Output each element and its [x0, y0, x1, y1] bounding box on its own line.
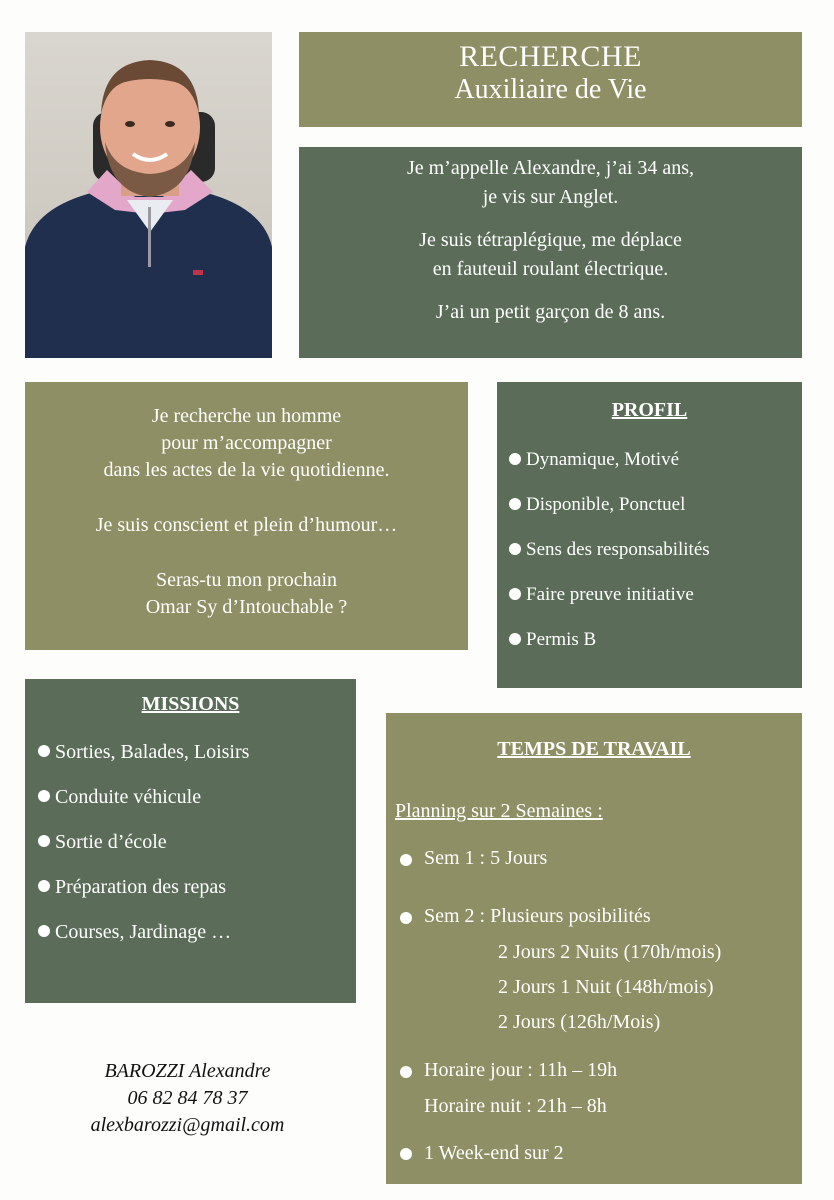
bullet-icon: [509, 453, 521, 465]
title-box: [299, 32, 802, 127]
search-p3-line1: Seras-tu mon prochain: [155, 569, 338, 591]
bullet-icon: [38, 745, 50, 757]
intro-paragraph-1: [299, 154, 802, 212]
intro-p2-line1: Je suis tétraplégique, me déplace: [419, 229, 682, 251]
list-item: [509, 538, 802, 583]
list-item: [509, 628, 802, 673]
list-item: [509, 583, 802, 628]
sem2-text: Sem 2 : Plusieurs posibilités: [424, 905, 651, 927]
work-time-box: [386, 713, 802, 1184]
search-paragraph-3: [25, 567, 468, 621]
search-p3-line2: Omar Sy d’Intouchable ?: [145, 596, 348, 618]
search-paragraph-1: [25, 403, 468, 484]
mission-item-label: Courses, Jardinage …: [55, 921, 232, 943]
profil-item-label: Sens des responsabilités: [526, 539, 710, 560]
bullet-icon: [38, 835, 50, 847]
search-box: [25, 382, 468, 650]
mission-item-label: Sorties, Balades, Loisirs: [55, 741, 250, 763]
weekend-text: 1 Week-end sur 2: [424, 1142, 564, 1164]
list-item: [38, 740, 356, 785]
list-item: [38, 920, 356, 965]
missions-heading: MISSIONS: [141, 693, 240, 715]
profil-item-label: Dynamique, Motivé: [526, 449, 680, 470]
intro-p2-line2: en fauteuil roulant électrique.: [432, 258, 669, 280]
profil-item-label: Disponible, Ponctuel: [526, 494, 686, 515]
bullet-icon: [38, 790, 50, 802]
bullet-icon: [38, 880, 50, 892]
missions-box: [25, 679, 356, 1003]
bullet-icon: [509, 588, 521, 600]
contact-phone: 06 82 84 78 37: [127, 1087, 248, 1109]
missions-list: [25, 740, 356, 965]
title-line2: Auxiliaire de Vie: [454, 74, 647, 105]
contact-email: alexbarozzi@gmail.com: [90, 1114, 285, 1136]
list-item: [38, 830, 356, 875]
bullet-icon: [509, 633, 521, 645]
profil-box: [497, 382, 802, 688]
intro-paragraph-3: J’ai un petit garçon de 8 ans.: [435, 301, 666, 323]
profil-item-label: Faire preuve initiative: [526, 584, 694, 605]
bullet-icon: [400, 912, 412, 924]
bullet-icon: [509, 543, 521, 555]
profil-item-label: Permis B: [526, 629, 597, 650]
work-time-heading: TEMPS DE TRAVAIL: [497, 738, 691, 760]
list-item: [38, 785, 356, 830]
search-p1-line1: Je recherche un homme: [151, 405, 342, 427]
sem1-text: Sem 1 : 5 Jours: [424, 847, 548, 869]
search-paragraph-2: Je suis conscient et plein d’humour…: [95, 514, 398, 536]
list-item: [509, 448, 802, 493]
person-portrait-illustration: [25, 32, 272, 358]
sem2-option-1: 2 Jours 2 Nuits (170h/mois): [498, 941, 722, 963]
bullet-icon: [509, 498, 521, 510]
bullet-icon: [400, 1148, 412, 1160]
list-item: [38, 875, 356, 920]
intro-box: [299, 147, 802, 358]
intro-p1-line1: Je m’appelle Alexandre, j’ai 34 ans,: [406, 157, 695, 179]
contact-block: [60, 1058, 315, 1139]
profile-photo: [25, 32, 272, 358]
contact-name: BAROZZI Alexandre: [104, 1060, 271, 1082]
list-item: [509, 493, 802, 538]
search-p1-line2: pour m’accompagner: [161, 432, 332, 454]
horaire-nuit-text: Horaire nuit : 21h – 8h: [424, 1095, 607, 1117]
intro-p1-line2: je vis sur Anglet.: [482, 186, 619, 208]
profil-heading: PROFIL: [611, 399, 688, 421]
sem2-option-2: 2 Jours 1 Nuit (148h/mois): [498, 976, 714, 998]
planning-label: Planning sur 2 Semaines :: [395, 800, 603, 822]
bullet-icon: [400, 1066, 412, 1078]
profil-list: [497, 448, 802, 673]
mission-item-label: Préparation des repas: [55, 876, 227, 898]
mission-item-label: Sortie d’école: [55, 831, 167, 853]
horaire-jour-text: Horaire jour : 11h – 19h: [424, 1059, 618, 1081]
search-p1-line3: dans les actes de la vie quotidienne.: [103, 459, 390, 481]
sem2-option-3: 2 Jours (126h/Mois): [498, 1011, 661, 1033]
title-line1: RECHERCHE: [459, 40, 642, 73]
bullet-icon: [400, 854, 412, 866]
mission-item-label: Conduite véhicule: [55, 786, 202, 808]
bullet-icon: [38, 925, 50, 937]
intro-paragraph-2: [299, 226, 802, 284]
